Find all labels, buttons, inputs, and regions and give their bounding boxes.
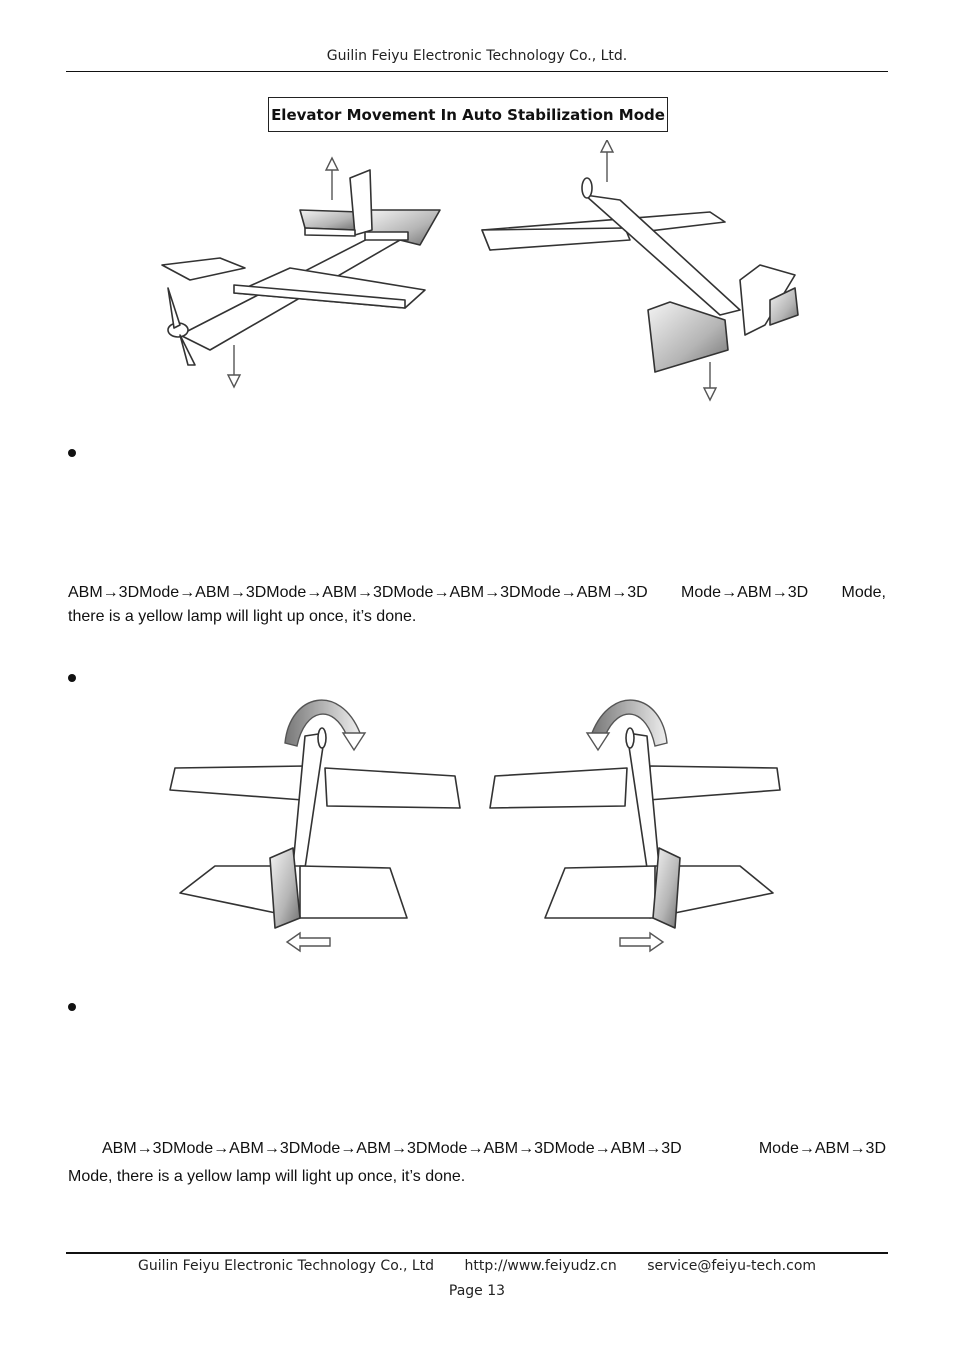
page-header: Guilin Feiyu Electronic Technology Co., Ltd. xyxy=(326,48,628,64)
paragraph-line: Mode, there is a yellow lamp will light up once, it’s done. xyxy=(68,1168,466,1185)
arrow-down-icon xyxy=(228,345,240,387)
paragraph-line: ABM→3DMode→ABM→3DMode→ABM→3DMode→ABM→3DMode→ABM→3D Mode→ABM→3D Mode, xyxy=(68,584,886,601)
arrow-down-icon xyxy=(343,733,365,750)
arrow-right-icon xyxy=(620,933,663,951)
footer-company: Guilin Feiyu Electronic Technology Co., Ltd xyxy=(137,1258,435,1274)
bullet-marker xyxy=(68,674,76,682)
airplane-left-graphic xyxy=(162,170,440,365)
airplane-left-graphic xyxy=(170,700,460,951)
bullet-marker xyxy=(68,449,76,457)
figure-caption: Elevator Movement In Auto Stabilization Mode xyxy=(268,97,668,132)
paragraph-sequence-2 xyxy=(68,1140,886,1186)
airplane-right-graphic xyxy=(482,178,798,372)
paragraph-line: ABM→3DMode→ABM→3DMode→ABM→3DMode→ABM→3DMode→ABM→3D Mode→ABM→3D xyxy=(102,1140,886,1157)
elevator-illustration xyxy=(150,140,810,405)
arrow-down-icon xyxy=(704,362,716,400)
arrow-up-icon xyxy=(601,140,613,182)
paragraph-sequence-1 xyxy=(68,584,886,626)
footer-divider xyxy=(66,1252,888,1254)
arrow-left-icon xyxy=(287,933,330,951)
footer-email-link[interactable]: service@feiyu-tech.com xyxy=(647,1258,817,1274)
arrow-up-icon xyxy=(326,158,338,200)
arrow-down-icon xyxy=(587,733,609,750)
paragraph-line: there is a yellow lamp will light up once, it’s done. xyxy=(68,608,417,625)
page-number: Page 13 xyxy=(448,1283,506,1299)
footer-website-link[interactable]: http://www.feiyudz.cn xyxy=(464,1258,617,1274)
airplane-right-graphic xyxy=(490,700,780,951)
rudder-illustration xyxy=(165,688,790,955)
page-footer xyxy=(0,1258,954,1274)
header-divider xyxy=(66,71,888,72)
bullet-marker xyxy=(68,1003,76,1011)
